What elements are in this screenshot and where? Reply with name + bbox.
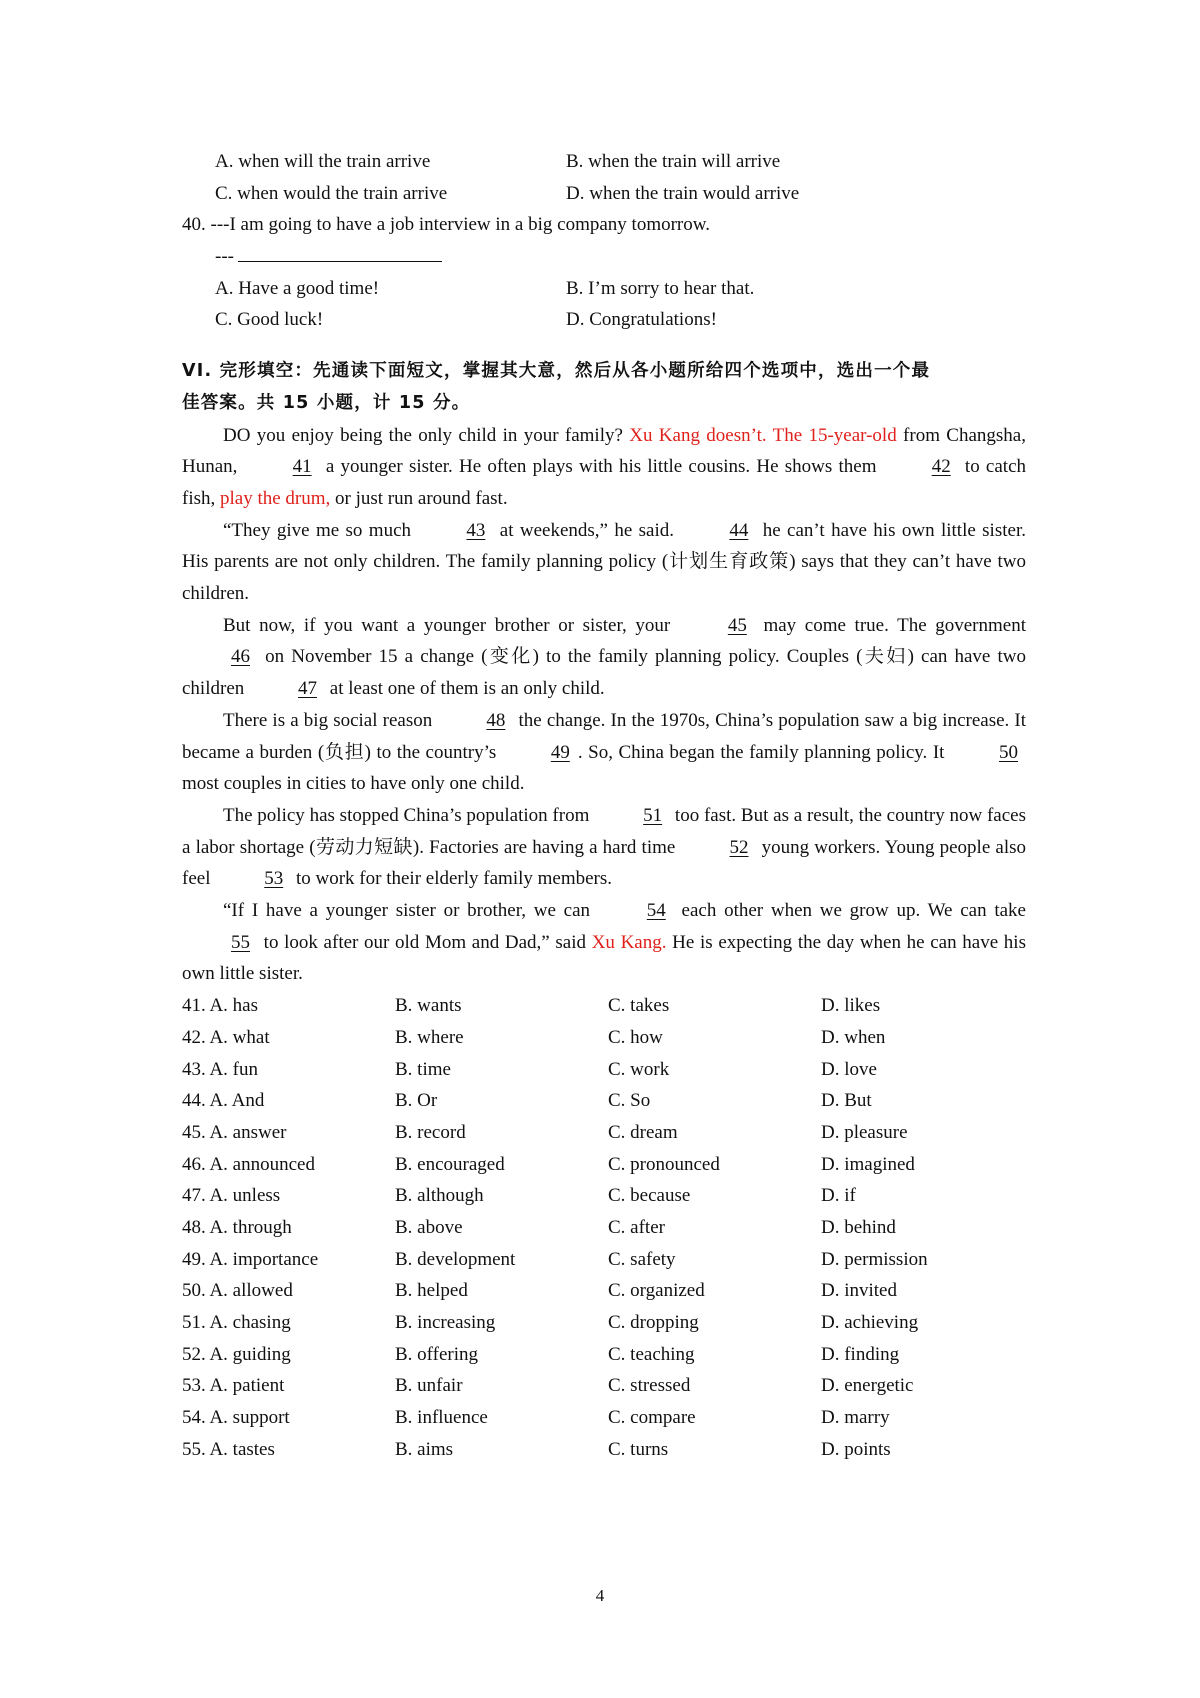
blank-49: 49 [550,741,570,763]
option-a: 52. A. guiding [182,1343,291,1365]
passage-paragraph-4 [182,705,1026,800]
passage-text: He is expecting the day when he can have his own little sister. [182,931,1026,985]
q40-option-a: A. Have a good time! [215,277,380,299]
q40-reply-prefix: --- [215,246,234,268]
option-b: B. record [395,1121,466,1143]
option-a: 46. A. announced [182,1153,315,1175]
option-d: D. points [821,1438,891,1460]
blank-48: 48 [486,709,506,731]
option-d: D. finding [821,1343,900,1365]
option-c: C. teaching [608,1343,695,1365]
prev-option-d: D. when the train would arrive [566,182,800,204]
option-d: D. pleasure [821,1121,908,1143]
option-c: C. turns [608,1438,669,1460]
option-b: B. where [395,1026,464,1048]
option-b: B. Or [395,1090,438,1112]
q40-option-d: D. Congratulations! [566,309,717,331]
prev-option-a: A. when will the train arrive [215,151,431,172]
option-c: C. after [608,1217,665,1238]
blank-45: 45 [727,614,747,636]
blank-53: 53 [264,868,284,890]
option-c: C. pronounced [608,1153,720,1175]
option-row-43 [182,1054,1026,1086]
option-c: C. because [608,1185,691,1207]
passage-text: “They give me so much [223,519,418,541]
q40-reply [182,241,1026,273]
passage-text: most couples in cities to have only one child. [182,773,525,795]
q40-stem-text: 40. ---I am going to have a job interview in a big company tomorrow. [182,214,710,236]
option-b: B. development [395,1248,516,1270]
passage-paragraph-1 [182,420,1026,515]
q40-stem [182,209,1026,241]
blank-44: 44 [729,519,749,541]
passage-text: a younger sister. He often plays with his little cousins. He shows them [319,456,883,478]
option-c: C. organized [608,1280,705,1302]
page-number: 4 [595,1586,605,1605]
q40-options-row-1 [182,273,1026,305]
option-d: D. But [821,1090,872,1112]
option-a: 49. A. importance [182,1248,319,1270]
option-row-45 [182,1117,1026,1149]
passage-text: The policy has stopped China’s population from [223,804,595,826]
option-row-49 [182,1244,1026,1276]
passage-text: or just run around fast. [330,487,508,509]
option-c: C. dream [608,1121,678,1143]
option-d: D. energetic [821,1375,914,1397]
passage-text: too fast. But as a result, the country now faces a labor shortage (劳动力短缺). Factories are having a hard time [182,804,1026,858]
option-c: C. how [608,1026,663,1048]
option-a: 45. A. answer [182,1121,287,1143]
option-a: 43. A. fun [182,1058,258,1080]
passage-paragraph-6 [182,895,1026,990]
option-b: B. above [395,1217,463,1238]
option-d: D. when [821,1026,886,1048]
option-row-44 [182,1085,1026,1117]
blank-54: 54 [646,900,666,922]
blank-47: 47 [298,678,318,700]
option-row-54 [182,1402,1026,1434]
q40-options-row-2 [182,304,1026,336]
blank-43: 43 [466,519,486,541]
option-row-52 [182,1339,1026,1371]
option-row-47 [182,1180,1026,1212]
passage-text: But now, if you want a younger brother or sister, your [223,614,679,636]
blank-41: 41 [292,456,312,478]
q40-option-b: B. I’m sorry to hear that. [566,277,755,299]
prev-options-row-2 [182,178,1026,210]
option-b: B. influence [395,1407,488,1429]
option-a: 41. A. has [182,995,258,1017]
blank-52: 52 [729,836,749,858]
option-c: C. dropping [608,1312,699,1334]
passage-text: at weekends,” he said. [493,519,681,541]
passage-paragraph-5 [182,800,1026,895]
option-a: 55. A. tastes [182,1438,275,1460]
option-row-51 [182,1307,1026,1339]
option-d: D. invited [821,1280,897,1302]
passage-text: . So, China began the family planning policy. It [577,741,951,763]
option-c: C. takes [608,995,670,1017]
passage-paragraph-2 [182,515,1026,610]
option-a: 42. A. what [182,1026,270,1048]
blank-46: 46 [231,646,250,668]
option-c: C. work [608,1058,670,1080]
options-list [182,990,1026,1465]
q40-answer-line [238,241,442,262]
passage-text: he can’t have his own little sister. His parents are not only children. The family planning policy (计划生育政策) says that they can’t have two children. [182,519,1026,605]
option-b: B. although [395,1185,484,1207]
passage-text: “If I have a younger sister or brother, we can [223,900,598,922]
section-heading-line2: 佳答案。共 15 小题，计 15 分。 [182,392,471,413]
option-b: B. time [395,1058,451,1080]
option-a: 53. A. patient [182,1375,285,1397]
passage-text: the change. In the 1970s, China’s population saw a big increase. It became a burden (负担) to the country’s [182,709,1027,763]
option-a: 51. A. chasing [182,1312,291,1334]
option-a: 54. A. support [182,1407,290,1429]
blank-50: 50 [999,741,1019,763]
passage-text: from Changsha, Hunan, [182,424,1026,478]
option-d: D. behind [821,1217,896,1238]
option-b: B. aims [395,1438,454,1460]
option-d: D. permission [821,1248,928,1270]
option-a: 50. A. allowed [182,1280,293,1302]
highlighted-text: Xu Kang. [591,931,667,953]
passage-text: on November 15 a change (变化) to the family planning policy. Couples (夫妇) can have two children [182,646,1026,700]
blank-42: 42 [931,456,951,478]
blank-51: 51 [643,804,663,826]
passage-text: young workers. Young people also feel [182,836,1026,890]
page-content [182,146,1026,1466]
option-b: B. unfair [395,1375,463,1397]
option-d: D. love [821,1058,877,1080]
highlighted-text: play the drum, [220,487,331,509]
passage-text: to catch fish, [182,456,1027,509]
section-heading [182,356,1026,419]
option-c: C. safety [608,1248,676,1270]
passage-text: at least one of them is an only child. [325,678,605,700]
option-d: D. achieving [821,1312,919,1334]
option-row-50 [182,1275,1026,1307]
passage-text: to work for their elderly family members. [291,868,613,890]
prev-options-row-1 [182,146,1026,178]
highlighted-text: Xu Kang doesn’t. The 15-year-old [629,424,897,446]
option-b: B. encouraged [395,1153,505,1175]
option-row-42 [182,1022,1026,1054]
passage-text: to look after our old Mom and Dad,” said [258,931,592,953]
option-c: C. compare [608,1407,696,1429]
q40-option-c: C. Good luck! [215,309,324,331]
option-d: D. marry [821,1407,890,1429]
option-row-41 [182,990,1026,1022]
passage-text: may come true. The government [754,614,1027,636]
option-d: D. likes [821,995,881,1017]
passage-paragraph-3 [182,610,1026,705]
prev-option-c: C. when would the train arrive [215,182,448,204]
option-b: B. helped [395,1280,468,1302]
option-d: D. if [821,1185,856,1207]
passage-text: each other when we grow up. We can take [673,900,1026,922]
option-b: B. offering [395,1343,479,1365]
option-row-55 [182,1434,1026,1466]
option-row-53 [182,1370,1026,1402]
option-a: 47. A. unless [182,1185,281,1207]
option-row-48 [182,1212,1026,1244]
blank-55: 55 [231,931,250,953]
passage-text: There is a big social reason [223,709,438,731]
option-b: B. wants [395,995,462,1017]
option-c: C. So [608,1090,651,1112]
option-c: C. stressed [608,1375,691,1397]
section-heading-line1: VI. 完形填空：先通读下面短文，掌握其大意，然后从各小题所给四个选项中，选出一个最 [182,361,931,382]
option-b: B. increasing [395,1312,496,1334]
option-row-46 [182,1149,1026,1181]
option-a: 44. A. And [182,1090,265,1112]
option-a: 48. A. through [182,1217,292,1238]
option-d: D. imagined [821,1153,915,1175]
prev-option-b: B. when the train will arrive [566,151,781,172]
passage-text: DO you enjoy being the only child in your family? [223,424,630,446]
